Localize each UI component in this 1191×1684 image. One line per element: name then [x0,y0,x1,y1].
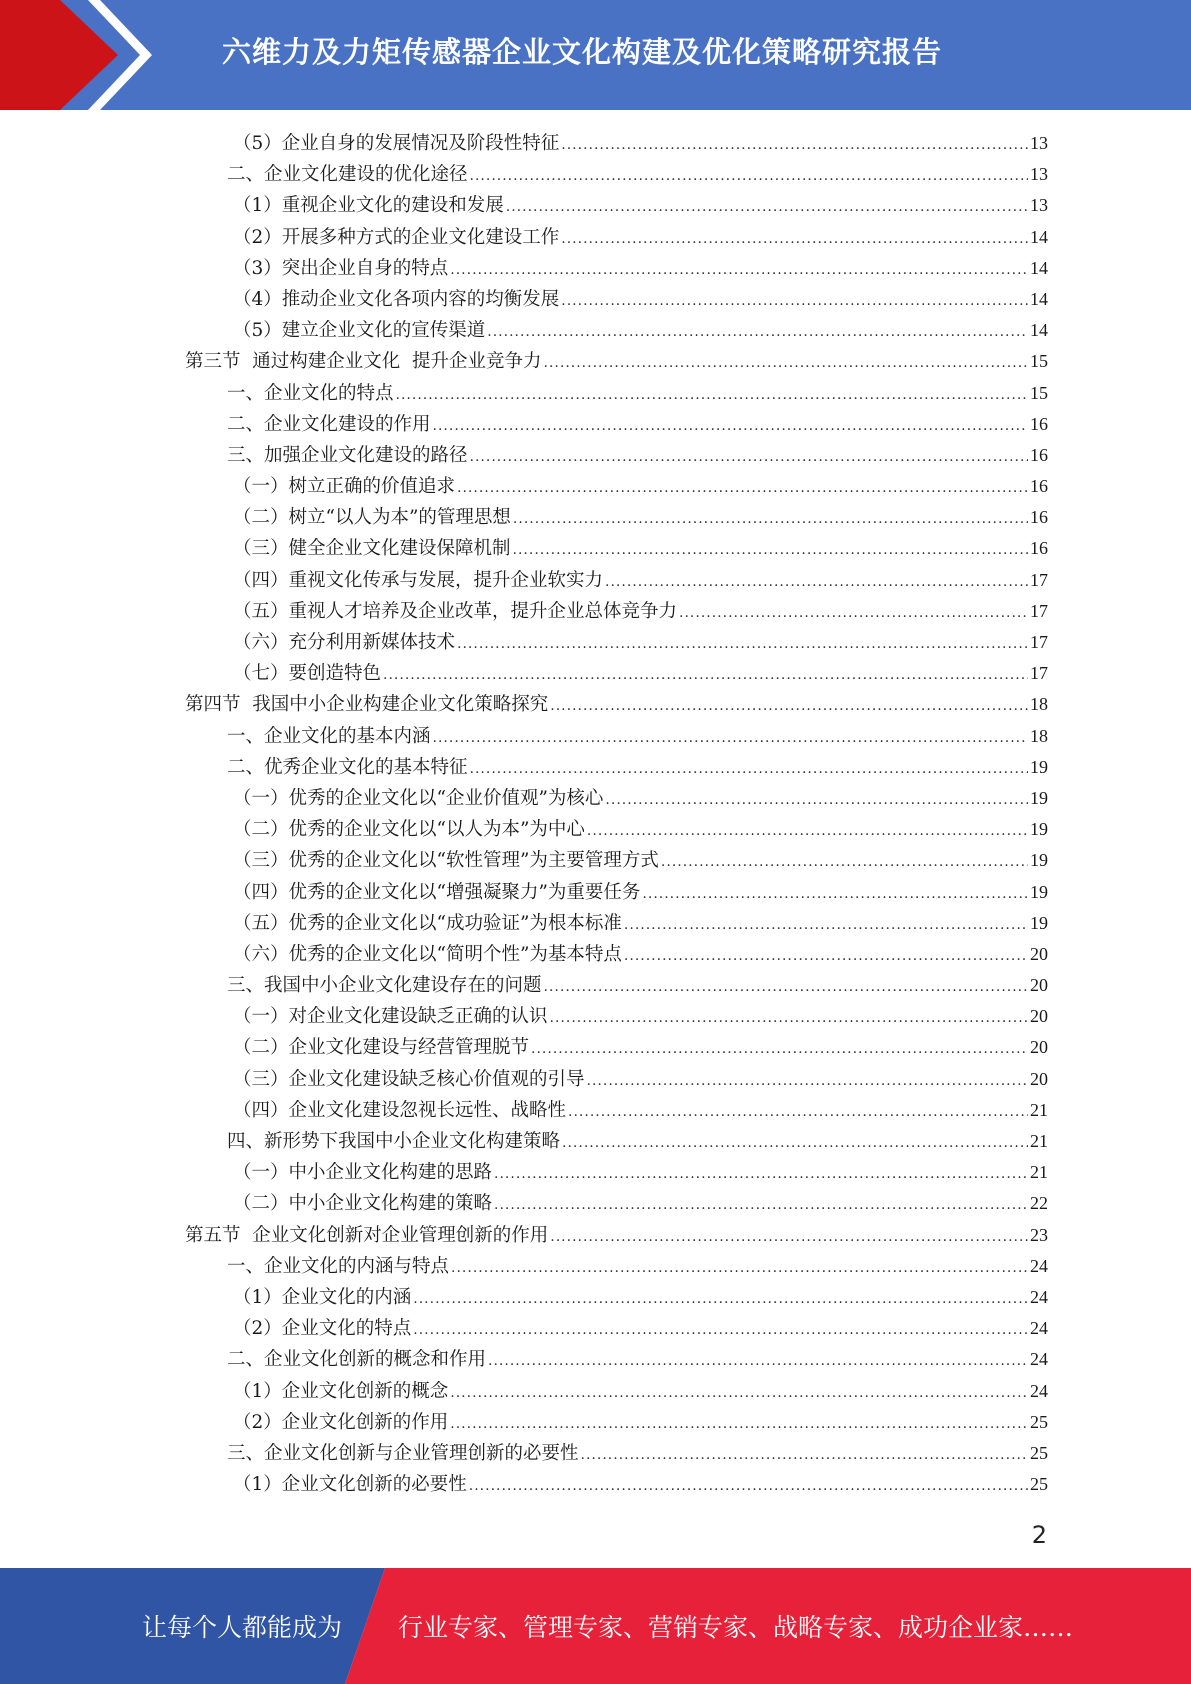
toc-entry-page: 20 [1030,975,1048,996]
toc-entry-title: （2）企业文化的特点 [233,1318,412,1340]
toc-entry[interactable] [185,378,1048,409]
toc-entry-title: （2）企业文化创新的作用 [233,1411,449,1433]
toc-leader-dots [568,1097,1028,1128]
toc-entry-title: 一、企业文化的基本内涵 [227,725,431,747]
toc-entry[interactable] [185,877,1048,908]
table-of-contents [185,128,1048,1500]
toc-entry-page: 25 [1030,1474,1048,1495]
toc-entry-title: 二、企业文化创新的概念和作用 [227,1349,487,1371]
toc-entry[interactable] [185,627,1048,658]
toc-entry-page: 20 [1030,1068,1048,1089]
toc-entry-page: 21 [1030,1131,1048,1151]
toc-entry-page: 16 [1030,507,1048,528]
toc-entry-title: （三）企业文化建设缺乏核心价值观的引导 [233,1068,585,1090]
footer-band [0,1568,1191,1684]
toc-entry-title: 一、企业文化的特点 [227,382,394,404]
toc-entry-page: 14 [1030,288,1048,309]
toc-entry-page: 19 [1030,912,1048,933]
toc-entry-page: 24 [1030,1349,1048,1370]
toc-leader-dots [561,130,1028,161]
toc-leader-dots [494,1190,1028,1221]
toc-entry-title: 第五节 企业文化创新对企业管理创新的作用 [185,1224,549,1246]
toc-entry-title: （六）优秀的企业文化以“简明个性”为基本特点 [233,943,622,965]
toc-leader-dots [487,317,1028,348]
toc-entry-page: 13 [1030,164,1048,185]
toc-leader-dots [550,1222,1028,1253]
toc-entry[interactable] [185,1407,1048,1438]
toc-leader-dots [513,535,1028,566]
toc-leader-dots [679,598,1028,629]
toc-entry-page: 24 [1030,1318,1048,1339]
toc-leader-dots [624,910,1028,941]
toc-entry[interactable] [185,845,1048,876]
toc-leader-dots [605,567,1028,598]
toc-entry-page: 19 [1030,787,1048,808]
toc-entry[interactable] [185,752,1048,783]
header-red-arrow [0,0,118,110]
toc-entry[interactable] [185,346,1048,377]
toc-leader-dots [506,192,1028,223]
toc-entry-page: 24 [1030,1380,1048,1401]
toc-entry-title: （四）优秀的企业文化以“增强凝聚力”为重要任务 [233,881,641,903]
toc-entry-page: 25 [1030,1411,1048,1432]
toc-entry-page: 14 [1030,257,1048,278]
toc-entry[interactable] [185,1469,1048,1500]
toc-entry-page: 20 [1030,1037,1048,1058]
toc-entry-title: （三）健全企业文化建设保障机制 [233,538,511,560]
toc-entry-page: 21 [1030,1099,1048,1120]
toc-leader-dots [433,411,1028,442]
toc-entry-title: （一）对企业文化建设缺乏正确的认识 [233,1006,548,1028]
toc-entry-page: 19 [1030,819,1048,840]
toc-entry-page: 24 [1030,1286,1048,1307]
toc-leader-dots [413,1284,1028,1315]
toc-entry[interactable] [185,159,1048,190]
toc-entry[interactable] [185,1001,1048,1032]
toc-entry-page: 21 [1030,1162,1048,1183]
footer-slogan-left: 让每个人都能成为 [142,1613,343,1642]
toc-entry[interactable] [185,284,1048,315]
toc-entry-title: 三、企业文化创新与企业管理创新的必要性 [227,1442,579,1464]
document-title: 六维力及力矩传感器企业文化构建及优化策略研究报告 [222,35,943,69]
toc-entry-page: 18 [1030,694,1048,715]
toc-entry-title: （五）优秀的企业文化以“成功验证”为根本标准 [233,912,622,934]
toc-entry[interactable] [185,658,1048,689]
toc-leader-dots [413,1315,1028,1346]
toc-entry[interactable] [185,721,1048,752]
toc-leader-dots [470,754,1028,785]
toc-entry[interactable] [185,471,1048,502]
toc-leader-dots [587,816,1028,847]
toc-entry-title: （5）企业自身的发展情况及阶段性特征 [233,133,560,154]
toc-entry-page: 13 [1030,195,1048,216]
toc-entry-page: 16 [1030,476,1048,497]
toc-entry[interactable] [185,502,1048,533]
toc-entry-title: （二）中小企业文化构建的策略 [233,1193,493,1215]
toc-entry-page: 19 [1030,850,1048,871]
toc-leader-dots [494,1159,1028,1190]
toc-entry-page: 16 [1030,413,1048,434]
toc-entry-title: （一）优秀的企业文化以“企业价值观”为核心 [233,787,604,809]
toc-entry-title: 二、优秀企业文化的基本特征 [227,756,468,778]
toc-leader-dots [661,847,1028,878]
toc-leader-dots [470,161,1028,192]
toc-leader-dots [450,1409,1028,1440]
toc-leader-dots [488,1346,1028,1377]
toc-entry-title: （一）中小企业文化构建的思路 [233,1162,493,1184]
toc-entry-title: 一、企业文化的内涵与特点 [227,1255,450,1277]
toc-entry-title: 二、企业文化建设的优化途径 [227,164,468,186]
toc-leader-dots [562,1128,1028,1159]
toc-entry[interactable] [185,908,1048,939]
toc-entry-title: （1）企业文化创新的必要性 [233,1474,467,1496]
toc-leader-dots [550,691,1028,722]
toc-entry-page: 17 [1030,600,1048,621]
toc-entry[interactable] [185,440,1048,471]
toc-leader-dots [451,1253,1028,1284]
toc-leader-dots [587,1066,1028,1097]
toc-entry[interactable] [185,533,1048,564]
toc-entry[interactable] [185,1438,1048,1469]
toc-leader-dots [531,1034,1028,1065]
toc-leader-dots [561,224,1028,255]
toc-entry-page: 13 [1030,133,1048,153]
toc-entry-title: （一）树立正确的价值追求 [233,476,456,498]
toc-entry-page: 17 [1030,569,1048,590]
toc-leader-dots [450,255,1028,286]
toc-leader-dots [396,380,1028,411]
toc-entry[interactable] [185,1126,1048,1157]
toc-leader-dots [605,785,1028,816]
toc-entry-title: 第四节 我国中小企业构建企业文化策略探究 [185,694,549,716]
toc-entry[interactable] [185,1251,1048,1282]
toc-entry[interactable] [185,190,1048,221]
toc-entry-page: 14 [1030,226,1048,247]
toc-entry-page: 19 [1030,756,1048,777]
toc-leader-dots [433,723,1028,754]
toc-leader-dots [383,660,1028,691]
toc-entry[interactable] [185,409,1048,440]
toc-entry[interactable] [185,814,1048,845]
toc-entry-page: 17 [1030,632,1048,652]
toc-leader-dots [457,473,1028,504]
toc-entry-page: 16 [1030,538,1048,559]
toc-entry-page: 20 [1030,943,1048,964]
toc-entry-title: （五）重视人才培养及企业改革，提升企业总体竞争力 [233,600,678,622]
toc-entry-page: 22 [1030,1193,1048,1214]
toc-entry-title: （4）推动企业文化各项内容的均衡发展 [233,288,560,310]
toc-entry[interactable] [185,970,1048,1001]
toc-leader-dots [544,972,1028,1003]
toc-leader-dots [642,879,1028,910]
toc-entry-title: 三、加强企业文化建设的路径 [227,444,468,466]
toc-leader-dots [470,442,1028,473]
toc-leader-dots [457,629,1028,660]
toc-entry-title: （四）企业文化建设忽视长远性、战略性 [233,1099,567,1121]
toc-entry-title: （三）优秀的企业文化以“软性管理”为主要管理方式 [233,850,659,872]
toc-entry-title: 四、新形势下我国中小企业文化构建策略 [227,1131,561,1152]
toc-entry[interactable] [185,1282,1048,1313]
toc-entry-title: （3）突出企业自身的特点 [233,257,449,279]
toc-entry-page: 24 [1030,1255,1048,1276]
page-number: 2 [1031,1521,1047,1549]
toc-entry[interactable] [185,1188,1048,1219]
toc-entry[interactable] [185,1095,1048,1126]
toc-entry-title: （2）开展多种方式的企业文化建设工作 [233,226,560,248]
toc-entry-title: （5）建立企业文化的宣传渠道 [233,320,486,342]
toc-entry[interactable] [185,222,1048,253]
toc-entry[interactable] [185,128,1048,159]
toc-entry[interactable] [185,689,1048,720]
toc-entry-title: （1）企业文化创新的概念 [233,1380,449,1402]
toc-entry-page: 20 [1030,1006,1048,1027]
toc-entry-title: （二）树立“以人为本”的管理思想 [233,507,511,529]
toc-leader-dots [513,504,1028,535]
toc-entry[interactable] [185,1220,1048,1251]
toc-entry[interactable] [185,315,1048,346]
toc-entry-title: 第三节 通过构建企业文化 提升企业竞争力 [185,351,542,373]
toc-entry-title: （六）充分利用新媒体技术 [233,632,456,653]
toc-entry[interactable] [185,1313,1048,1344]
toc-entry-title: （四）重视文化传承与发展，提升企业软实力 [233,569,604,591]
toc-entry[interactable] [185,783,1048,814]
toc-entry-title: （二）企业文化建设与经营管理脱节 [233,1037,530,1059]
toc-entry[interactable] [185,565,1048,596]
toc-entry-page: 19 [1030,881,1048,902]
toc-entry-page: 15 [1030,351,1048,372]
toc-entry[interactable] [185,1064,1048,1095]
toc-entry-title: 二、企业文化建设的作用 [227,413,431,435]
toc-entry-title: （1）企业文化的内涵 [233,1286,412,1308]
toc-leader-dots [544,348,1028,379]
toc-entry-title: （七）要创造特色 [233,663,382,685]
header-band [0,0,1191,110]
toc-leader-dots [469,1471,1028,1502]
toc-entry[interactable] [185,1157,1048,1188]
toc-entry-page: 25 [1030,1442,1048,1463]
toc-entry[interactable] [185,1376,1048,1407]
toc-leader-dots [550,1003,1028,1034]
toc-leader-dots [624,941,1028,972]
toc-entry-page: 17 [1030,663,1048,684]
toc-entry-page: 23 [1030,1224,1048,1245]
toc-entry[interactable] [185,253,1048,284]
toc-entry-title: 三、我国中小企业文化建设存在的问题 [227,975,542,997]
toc-leader-dots [450,1378,1028,1409]
toc-leader-dots [581,1440,1028,1471]
toc-entry[interactable] [185,1344,1048,1375]
toc-entry[interactable] [185,939,1048,970]
footer-slogan-right: 行业专家、管理专家、营销专家、战略专家、成功企业家…… [398,1613,1074,1642]
toc-entry-page: 14 [1030,320,1048,341]
toc-entry-page: 15 [1030,382,1048,403]
toc-entry-page: 18 [1030,725,1048,746]
toc-entry[interactable] [185,596,1048,627]
toc-leader-dots [561,286,1028,317]
toc-entry-title: （二）优秀的企业文化以“以人为本”为中心 [233,819,585,841]
toc-entry-title: （1）重视企业文化的建设和发展 [233,195,504,217]
toc-entry[interactable] [185,1032,1048,1063]
toc-entry-page: 16 [1030,444,1048,465]
